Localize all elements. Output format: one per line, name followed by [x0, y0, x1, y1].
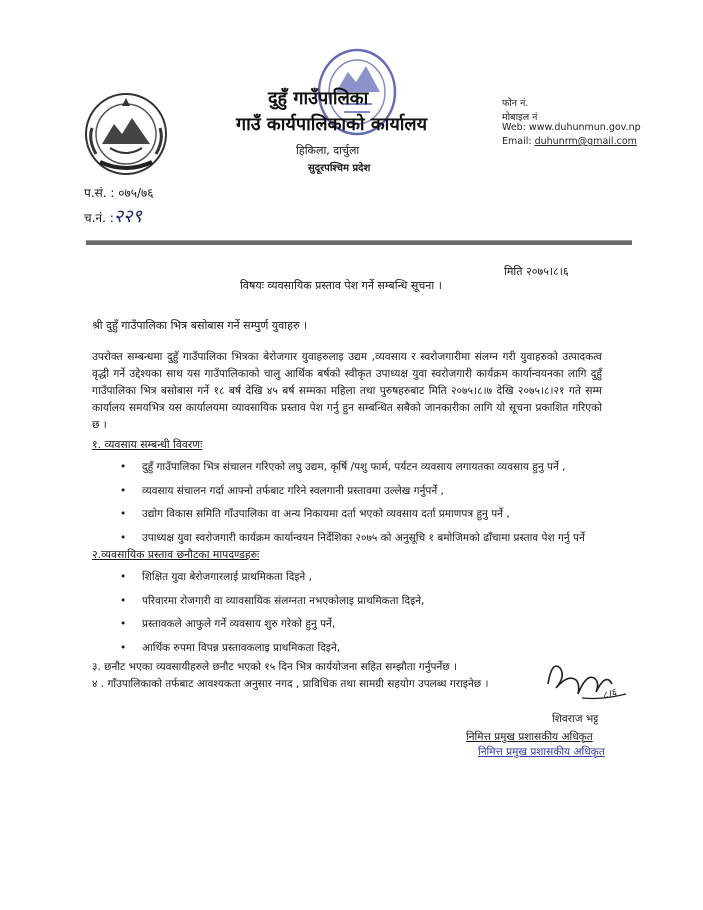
- reference-cn: [84, 204, 142, 228]
- list-item: • उपाध्यक्ष युवा स्वरोजगारी कार्यक्रम कार्यान्वयन निर्देशिका २०७५ को अनुसूचि १ बमोजिमको ढाँचामा प्रस्ताव पेश गर्नु पर्ने: [120, 532, 585, 544]
- contact-email-line: [502, 136, 637, 147]
- list-item: • उद्योग विकास समिति गाँउपालिका वा अन्य निकायमा दर्ता भएको व्यवसाय दर्ता प्रमाणपत्र हुनु पर्ने ,: [120, 508, 510, 520]
- section1-heading: १. व्यवसाय सम्बन्धी विवरणः: [92, 438, 203, 451]
- point-4: ४ . गाँउपालिकाको तर्फबाट आवश्यकता अनुसार नगद , प्राविधिक तथा सामग्री सहयोग उपलब्ध गराइनेछ ।: [92, 678, 489, 690]
- letter-date: मिति २०७५।८।६: [504, 265, 569, 278]
- contact-email-link[interactable]: duhunrm@gmail.com: [534, 136, 637, 147]
- signature-date: ८।६: [601, 687, 619, 702]
- section2-heading: २.व्यवसायिक प्रस्ताव छनौटका मापदण्डहरुः: [92, 548, 260, 561]
- reference-ps: [84, 184, 153, 201]
- signatory-stamp: निमित्त प्रमुख प्रशासकीय अधिकृत: [478, 746, 605, 758]
- signature-icon: [542, 654, 632, 704]
- contact-web[interactable]: Web: www.duhunmun.gov.np: [502, 122, 641, 133]
- list-item: • शिक्षित युवा बेरोजगारलाई प्राथमिकता दिइने ,: [120, 571, 312, 583]
- list-item: • दुहुँ गाउँपालिका भित्र संचालन गरिएको लघु उद्यम, कृर्षि /पशु फार्म, पर्यटन व्यवसाय लगायतका व्यवसाय हुनु पर्ने ,: [120, 461, 566, 473]
- list-item: • आर्थिक रुपमा विपन्न प्रस्तावकलाइ प्राथमिकता दिइने,: [120, 642, 341, 654]
- list-item: • परिवारमा रोजगारी वा व्यावसायिक संलग्नता नभएकोलाइ प्राथमिकता दिइने,: [120, 595, 425, 607]
- list-item: • प्रस्तावकले आफुले गर्ने व्यवसाय शुरु गरेको हुनु पर्ने,: [120, 618, 336, 630]
- office-title-line1: दुहुँ गाउँपालिका: [268, 88, 369, 109]
- letter-body: उपरोक्त सम्बन्धमा दुहुँ गाउँपालिका भित्रका बेरोजगार युवाहरुलाइ उद्यम ,व्यवसाय र स्वरोजगारीमा संलग्न गरी युवाहरुको उत्पादकत्व वृद्धी गर्ने उद्देश्यका साथ यस गाउँपालिकाको चालु आर्थिक बर्षको स्वीकृत उपाध्यक्ष युवा स्वरोजगारी कार्यक्रम कार्यान्वयनका लागि दुहुँ गाउँपालिका भित्र बसोबास गर्ने १८ बर्ष देखि ४५ बर्ष सम्मका महिला तथा पुरुषहरुबाट मिति २०७५।८।७ देखि २०७५।८।२१ गते सम्म कार्यालय समयभित्र यस कार्यालयमा व्यावसायिक प्रस्ताव पेश गर्नु हुन सम्बन्धित सबैको जानकारीका लागि यो सूचना प्रकाशित गरिएको छ ।: [92, 351, 602, 431]
- office-province: सुदूरपश्चिम प्रदेश: [308, 163, 371, 174]
- contact-email-label: Email:: [502, 136, 535, 147]
- header-divider: [86, 240, 632, 245]
- letter-salutation: श्री दुहुँ गाउँपालिका भित्र बसोबास गर्ने सम्पुर्ण युवाहरु ।: [92, 319, 308, 332]
- contact-phone: फोन नं.: [502, 98, 529, 109]
- office-address: हिकिला, दार्चुला: [296, 144, 360, 157]
- office-title-line2: गाउँ कार्यपालिकाको कार्यालय: [236, 114, 428, 135]
- cn-label: च.नं. :: [84, 211, 114, 225]
- signatory-name: शिवराज भट्ट: [552, 713, 599, 725]
- letter-subject: विषयः व्यवसायिक प्रस्ताव पेश गर्ने सम्बन्धि सूचना ।: [240, 279, 442, 292]
- point-3: ३. छनौट भएका व्यवसायीहरुले छनौट भएको १५ दिन भित्र कार्ययोजना सहित सम्झौता गर्नुपर्नेछ ।: [92, 661, 457, 673]
- nepal-emblem-icon: [80, 88, 172, 180]
- ps-label: प.सं. :: [84, 186, 119, 200]
- contact-mobile: मोबाइल नं: [502, 112, 538, 123]
- cn-value: २२९: [113, 206, 142, 227]
- ps-value: ०७५/७६: [118, 186, 154, 200]
- signatory-title: निमित्त प्रमुख प्रशासकीय अधिकृत: [466, 731, 593, 743]
- list-item: • व्यवसाय संचालन गर्दा आफ्नो तर्फबाट गरिने स्वलगानी प्रस्तावमा उल्लेख गर्नुपर्ने ,: [120, 485, 444, 497]
